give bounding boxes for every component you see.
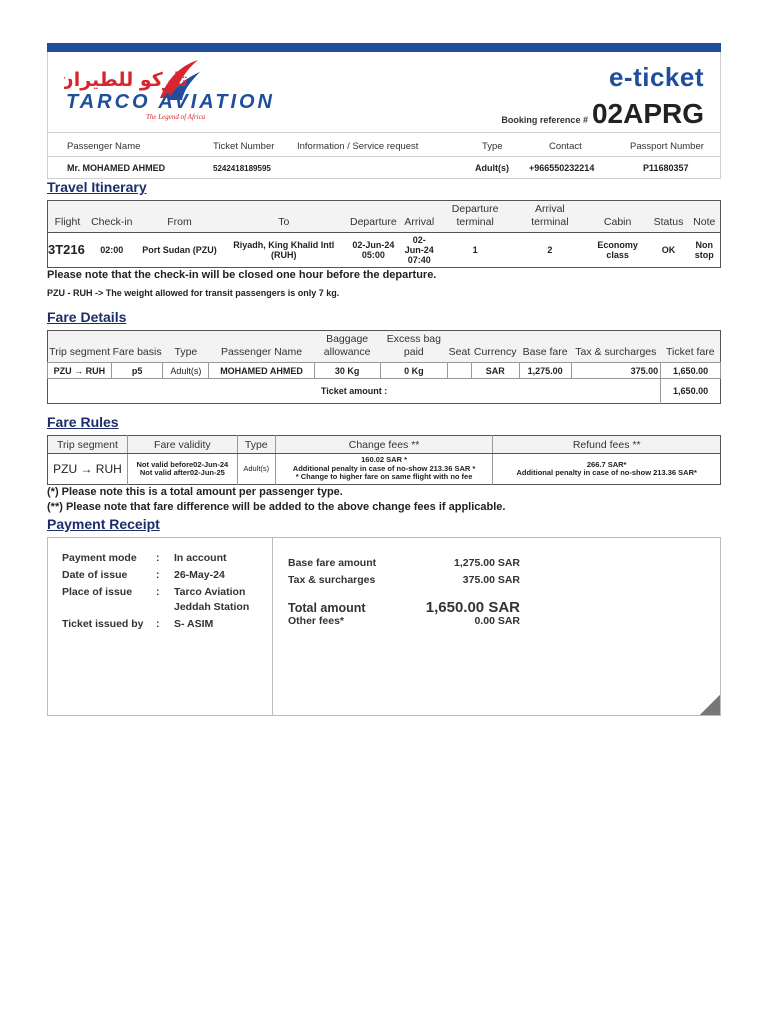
departure-time: 02-Jun-24 05:00: [352, 240, 395, 260]
eticket-title: e-ticket: [608, 62, 704, 92]
contact-label: Contact: [549, 141, 582, 152]
col-rule-type: Type: [237, 436, 275, 454]
fare-type: Adult(s): [163, 363, 209, 379]
from-airport: Port Sudan (PZU): [142, 245, 217, 255]
flight-status: OK: [661, 245, 676, 255]
base-fare-label: Base fare amount: [288, 557, 377, 569]
issued-by: S- ASIM: [174, 618, 214, 630]
payment-mode: In account: [174, 552, 227, 564]
passport-number: P11680357: [643, 163, 689, 173]
ticket-amount: 1,650.00: [661, 379, 721, 404]
rule-change-fees: [275, 454, 493, 485]
tarco-logo: [64, 56, 304, 126]
col-validity: Fare validity: [127, 436, 237, 454]
dep-terminal: 1: [472, 245, 478, 255]
colon: :: [156, 569, 160, 581]
change-fee-amount: 160.02 SAR *: [361, 455, 407, 465]
other-fees-amount: 0.00 SAR: [474, 615, 520, 627]
date-of-issue-label: Date of issue: [62, 569, 128, 581]
transit-note: PZU - RUH -> The weight allowed for transit passengers is only 7 kg.: [47, 288, 340, 298]
payment-mode-label: Payment mode: [62, 552, 137, 564]
change-noshow: Additional penalty in case of no-show 213.36 SAR *: [292, 463, 476, 473]
place-of-issue-label: Place of issue: [62, 586, 133, 598]
fare-rules-title: Fare Rules: [47, 414, 119, 430]
svg-text:تاركو للطيران: تاركو للطيران: [64, 69, 188, 91]
validity-from: Not valid before02-Jun-24: [136, 459, 229, 469]
col-to: To: [222, 201, 345, 233]
arr-terminal: 2: [547, 245, 553, 255]
payment-receipt: [47, 537, 721, 716]
svg-text:TARCO AVIATION: TARCO AVIATION: [66, 91, 272, 113]
header-divider: [48, 132, 720, 133]
fare-tax: 375.00: [571, 363, 661, 379]
passenger-name-label: Passenger Name: [67, 141, 141, 152]
refund-fee-amount: 266.7 SAR*: [586, 459, 627, 469]
total-amount: 1,650.00 SAR: [425, 599, 520, 616]
col-trip-segment: Trip segment: [48, 331, 112, 363]
col-base-fare: Base fare: [519, 331, 571, 363]
rule-type: Adult(s): [237, 454, 275, 485]
booking-ref-value: 02APRG: [591, 98, 704, 129]
rule-refund-fees: [493, 454, 721, 485]
itinerary-table: [47, 200, 721, 268]
col-tax: Tax & surcharges: [571, 331, 661, 363]
ticket-number-label: Ticket Number: [213, 141, 275, 152]
booking-ref-label: Booking reference #: [501, 115, 588, 125]
col-change-fees: Change fees **: [275, 436, 493, 454]
col-cabin: Cabin: [587, 201, 649, 233]
colon: :: [156, 586, 160, 598]
travel-itinerary-title: Travel Itinerary: [47, 179, 147, 195]
svg-text:The Legend of Africa: The Legend of Africa: [146, 113, 206, 121]
rule-validity: [127, 454, 237, 485]
checkin-time: 02:00: [100, 245, 124, 255]
header-divider-2: [48, 156, 720, 157]
fare-basis: p5: [111, 363, 163, 379]
table-row: [48, 233, 721, 268]
ticket-header: [47, 52, 721, 179]
issued-by-label: Ticket issued by: [62, 618, 144, 630]
col-currency: Currency: [471, 331, 519, 363]
fare-details-title: Fare Details: [47, 309, 127, 325]
arrival-time: 02-Jun-24 07:40: [404, 235, 434, 265]
fare-difference-note: (**) Please note that fare difference will be added to the above change fees if applicable.: [47, 501, 506, 513]
to-airport: Riyadh, King Khalid Intl (RUH): [233, 240, 335, 260]
place-of-issue-station: Jeddah Station: [174, 601, 250, 613]
page-fold-corner: [700, 695, 720, 715]
passenger-name: Mr. MOHAMED AHMED: [67, 163, 166, 173]
passenger-type: Adult(s): [475, 163, 509, 173]
fare-segment: PZU → RUH: [48, 363, 112, 379]
fare-base: 1,275.00: [519, 363, 571, 379]
fare-total: 1,650.00: [661, 363, 721, 379]
flight-number: 3T216: [48, 242, 85, 257]
col-excess-bag: Excess bag paid: [380, 331, 448, 363]
booking-reference: [501, 98, 704, 130]
col-baggage: Baggage allowance: [314, 331, 380, 363]
refund-noshow: Additional penalty in case of no-show 213.36 SAR*: [516, 468, 697, 477]
table-row: [48, 363, 721, 379]
col-flight: Flight: [48, 201, 87, 233]
rule-segment: PZU → RUH: [48, 454, 128, 485]
cabin-class: Economy class: [597, 240, 638, 260]
col-type: Type: [163, 331, 209, 363]
col-note: Note: [688, 201, 720, 233]
fare-baggage: 30 Kg: [314, 363, 380, 379]
col-status: Status: [649, 201, 689, 233]
col-ticket-fare: Ticket fare: [661, 331, 721, 363]
tax-amount: 375.00 SAR: [462, 574, 520, 586]
col-refund-fees: Refund fees **: [493, 436, 721, 454]
header-accent-bar: [47, 43, 721, 52]
col-fare-basis: Fare basis: [111, 331, 163, 363]
fare-passenger: MOHAMED AHMED: [209, 363, 314, 379]
col-checkin: Check-in: [87, 201, 137, 233]
fare-excess: 0 Kg: [380, 363, 448, 379]
info-label: Information / Service request: [297, 141, 419, 152]
flight-note: Non stop: [694, 240, 714, 260]
fare-table: [47, 330, 721, 404]
date-of-issue: 26-May-24: [174, 569, 225, 581]
contact-number: +966550232214: [529, 163, 595, 173]
col-from: From: [137, 201, 222, 233]
fare-rules-table: [47, 435, 721, 485]
other-fees-label: Other fees*: [288, 615, 345, 627]
total-amount-note: (*) Please note this is a total amount per passenger type.: [47, 486, 343, 498]
receipt-divider: [272, 538, 273, 715]
col-arr-terminal: Arrival terminal: [513, 201, 587, 233]
ticket-amount-label: Ticket amount :: [320, 386, 388, 396]
colon: :: [156, 618, 160, 630]
validity-to: Not valid after02-Jun-25: [139, 468, 225, 477]
col-departure: Departure: [345, 201, 401, 233]
passport-label: Passport Number: [630, 141, 704, 152]
colon: :: [156, 552, 160, 564]
total-amount-label: Total amount: [288, 601, 366, 615]
place-of-issue: Tarco Aviation: [174, 586, 246, 598]
col-seat: Seat: [448, 331, 472, 363]
col-arrival: Arrival: [401, 201, 437, 233]
fare-seat: [448, 363, 472, 379]
fare-currency: SAR: [471, 363, 519, 379]
checkin-note: Please note that the check-in will be closed one hour before the departure.: [47, 269, 437, 281]
tax-label: Tax & surcharges: [288, 574, 376, 586]
payment-receipt-title: Payment Receipt: [47, 516, 160, 532]
col-passenger-name: Passenger Name: [209, 331, 314, 363]
ticket-number: 5242418189595: [213, 164, 271, 173]
type-label: Type: [482, 141, 503, 152]
col-rule-segment: Trip segment: [48, 436, 128, 454]
change-higher-fare: * Change to higher fare on same flight with no fee: [295, 472, 473, 482]
base-fare-amount: 1,275.00 SAR: [454, 557, 520, 569]
col-dep-terminal: Departure terminal: [437, 201, 513, 233]
ticket-amount-row: [48, 379, 721, 404]
table-row: [48, 454, 721, 485]
